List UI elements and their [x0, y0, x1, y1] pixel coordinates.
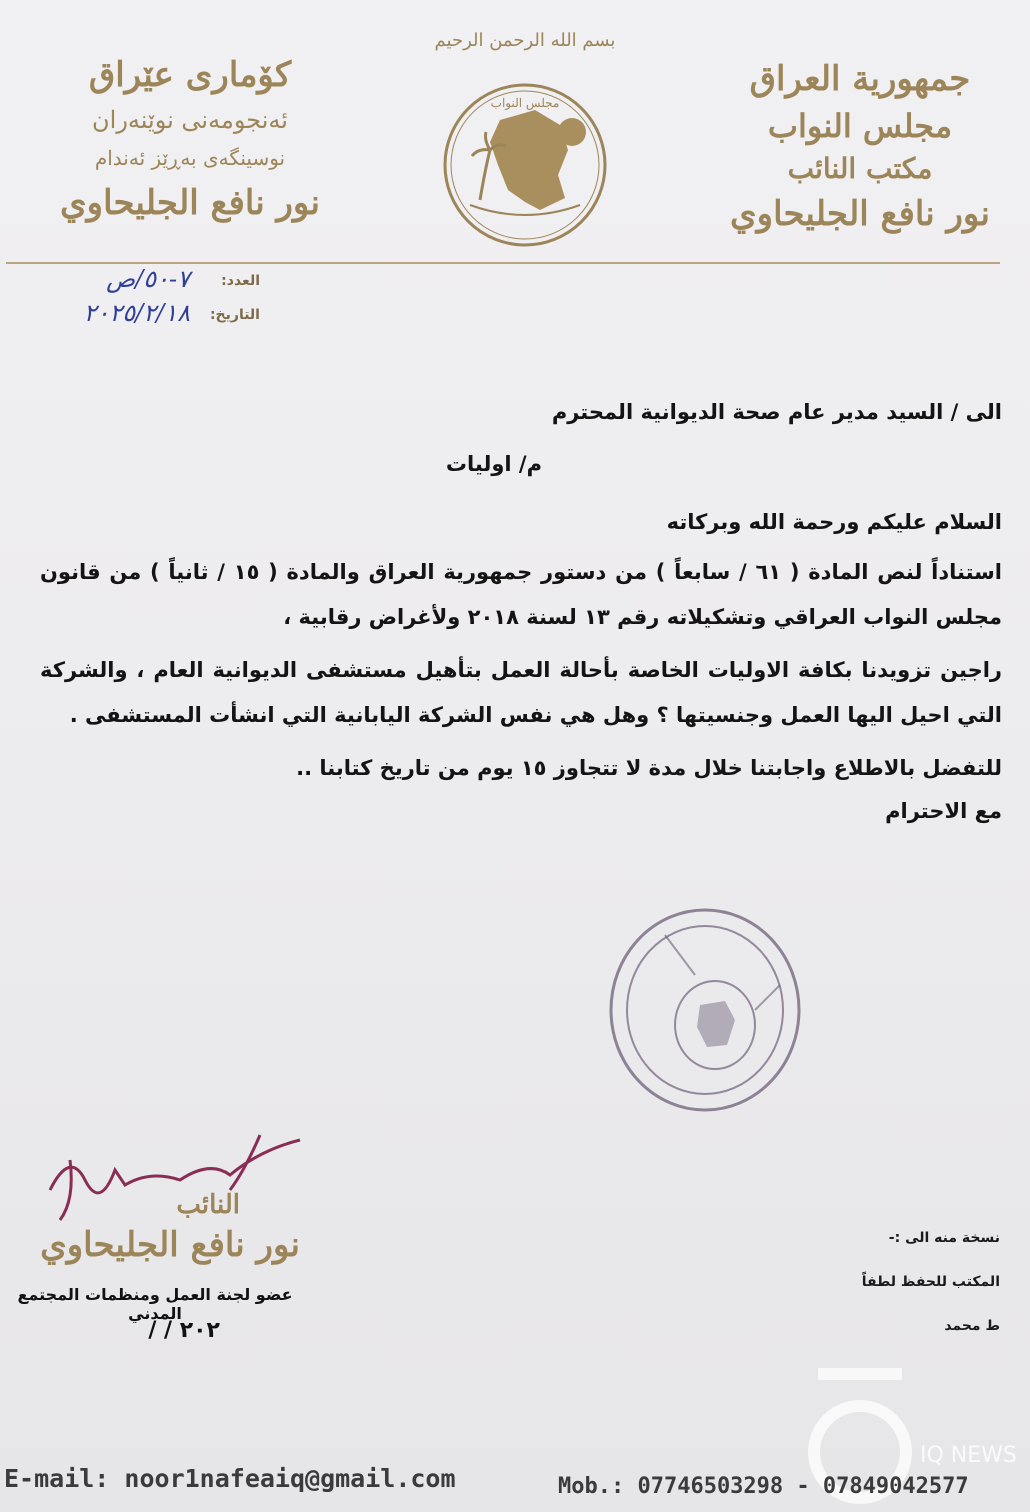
ref-number-row — [20, 265, 260, 299]
footer-mobile: Mob.: 07746503298 - 07849042577 — [558, 1474, 969, 1499]
signatory-title: النائب — [176, 1190, 240, 1220]
council-title-ku: ئەنجومەنی نوێنەران — [92, 106, 288, 134]
signature-date: ٢٠٢ / / — [148, 1318, 220, 1343]
number-label: العدد: — [221, 273, 260, 289]
header-divider — [6, 262, 1000, 264]
number-value: ٧-٥٠/ص — [106, 265, 190, 293]
copy-item-office: المكتب للحفظ لطفاً — [861, 1274, 1000, 1290]
official-stamp-icon — [605, 905, 805, 1115]
republic-title: جمهورية العراق — [749, 59, 971, 99]
republic-title-ku: كۆماری عێراق — [88, 55, 292, 95]
closing-regards: مع الاحترام — [885, 799, 1002, 823]
office-title-ku: نوسینگەی بەڕێز ئەندام — [94, 146, 286, 170]
date-value: ٢٠٢٥/٢/١٨ — [83, 299, 190, 327]
recipient-line: الى / السيد مدير عام صحة الديوانية المحترم — [551, 400, 1002, 424]
copies-heading: نسخة منه الى :- — [888, 1230, 1000, 1246]
paragraph-deadline: للتفضل بالاطلاع واجابتنا خلال مدة لا تتجاوز ١٥ يوم من تاريخ كتابنا .. — [296, 756, 1002, 780]
watermark-text: IQ NEWS — [920, 1443, 1017, 1468]
emblem-label-arc — [460, 85, 590, 115]
greeting: السلام عليكم ورحمة الله وبركاته — [666, 510, 1002, 534]
letterhead-kurdish — [40, 50, 340, 230]
letterhead-arabic — [720, 55, 1000, 239]
subject-line: م/ اوليات — [445, 452, 542, 476]
footer-email: E-mail: noor1nafeaiq@gmail.com — [4, 1464, 456, 1493]
date-label: التاريخ: — [209, 307, 260, 323]
signatory-role: عضو لجنة العمل ومنظمات المجتمع المدني — [17, 1285, 293, 1323]
letter-body — [40, 400, 1002, 823]
basmala: بسم الله الرحمن الرحيم — [434, 30, 616, 51]
paragraph-legal-basis: استناداً لنص المادة ( ٦١ / سابعاً ) من دستور جمهورية العراق والمادة ( ١٥ / ثانياً ) من قانون مجلس النواب العراقي وتشكيلاته رقم ١٣ لسنة ٢٠١٨ ولأغراض رقابية ، — [40, 560, 1002, 629]
emblem-label: مجلس النواب — [490, 96, 560, 110]
mp-name-left: نور نافع الجليحاوي — [60, 183, 320, 223]
council-title: مجلس النواب — [767, 107, 953, 145]
mp-name: نور نافع الجليحاوي — [730, 194, 990, 234]
ref-date-row — [20, 299, 260, 333]
paragraph-request: راجين تزويدنا بكافة الاوليات الخاصة بأحالة العمل بتأهيل مستشفى الديوانية العام ، والشركة التي احيل اليها العمل وجنسيتها ؟ وهل هي نفس الشركة اليابانية التي انشأت المستشفى . — [40, 658, 1002, 727]
reference-block — [20, 265, 260, 333]
handwritten-signature-icon — [30, 1130, 310, 1230]
copy-item-typist: ط محمد — [944, 1318, 1000, 1334]
office-title: مكتب النائب — [787, 152, 933, 185]
signature-block — [10, 1130, 310, 1350]
signatory-name: نور نافع الجليحاوي — [40, 1225, 300, 1265]
